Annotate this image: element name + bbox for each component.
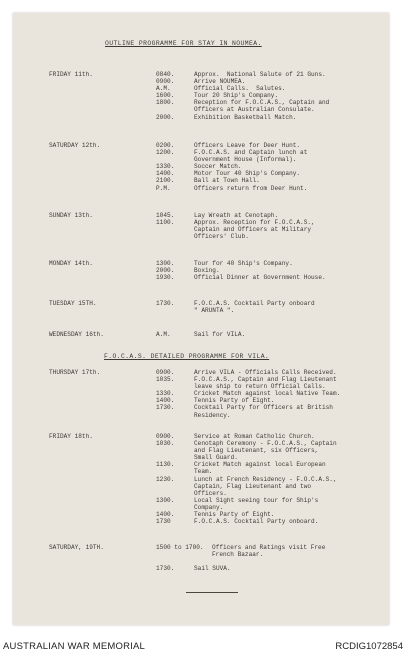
day-friday-11: FRIDAY 11th.	[49, 71, 93, 78]
page-title: OUTLINE PROGRAMME FOR STAY IN NOUMEA.	[105, 40, 262, 47]
day-monday-14: MONDAY 14th.	[49, 260, 93, 267]
times-saturday-12: 0200. 1200. 1330. 1400. 2100. P.M.	[156, 142, 175, 192]
events-saturday-19-a: Officers and Ratings visit Free French Bazaar.	[212, 544, 326, 559]
day-wednesday-16: WEDNESDAY 16th.	[49, 331, 104, 338]
day-thursday-17: THURSDAY 17th.	[49, 369, 101, 376]
footer	[0, 638, 406, 654]
events-wednesday-16: Sail for VILA.	[194, 331, 246, 338]
times-friday-18: 0900. 1030. 1130. 1230. 1300. 1400. 1730	[156, 433, 175, 526]
events-saturday-12: Officers Leave for Deer Hunt. F.O.C.A.S. and Captain lunch at Government House (Informal). Soccer Match. Motor Tour 40 Ship's Company. Ball at Town Hall. Officers return from Deer Hunt.	[194, 142, 308, 192]
times-tuesday-15: 1730.	[156, 300, 175, 307]
times-monday-14: 1300. 2000. 1930.	[156, 260, 175, 282]
events-friday-11: Approx. National Salute of 21 Guns. Arrive NOUMEA. Official Calls. Salutes. Tour 20 Ship's Company. Reception for F.O.C.A.S., Captain and Officers at Australian Consulate. Exhibition Basketball Match.	[194, 71, 330, 121]
events-thursday-17: Arrive VILA - Officials Calls Received. F.O.C.A.S., Captain and Flag Lieutenant leave ship to return Official Calls. Cricket Match against local Native Team. Tennis Party of Eight. Cocktail Party for Officers at British Residency.	[194, 369, 341, 419]
day-tuesday-15: TUESDAY 15TH.	[49, 300, 97, 307]
section-title-vila: F.O.C.A.S. DETAILED PROGRAMME FOR VILA.	[104, 353, 270, 360]
times-saturday-19-a: 1500 to 1700.	[156, 544, 204, 551]
closing-rule	[186, 592, 238, 593]
document-page	[13, 13, 389, 625]
times-saturday-19-b: 1730.	[156, 565, 175, 572]
times-sunday-13: 1045. 1100.	[156, 212, 175, 227]
times-thursday-17: 0900. 1035. 1330. 1400. 1730.	[156, 369, 175, 412]
day-friday-18: FRIDAY 18th.	[49, 433, 93, 440]
times-wednesday-16: A.M.	[156, 331, 171, 338]
events-friday-18: Service at Roman Catholic Church. Cenotaph Ceremony - F.O.C.A.S., Captain and Flag Lieutenant, six Officers, Small Guard. Cricket Match against local European Team. Lunch at French Residency - F.O.C.A.S., Captain, Flag Lieutenant and two Officers. Local Sight seeing tour for Ship's Company. Tennis Party of Eight. F.O.C.A.S. Cocktail Party onboard.	[194, 433, 337, 526]
day-sunday-13: SUNDAY 13th.	[49, 212, 93, 219]
day-saturday-12: SATURDAY 12th.	[49, 142, 101, 149]
events-saturday-19-b: Sail SUVA.	[194, 565, 231, 572]
day-saturday-19: SATURDAY, 19TH.	[49, 544, 104, 551]
events-tuesday-15: F.O.C.A.S. Cocktail Party onboard " ARUNTA ".	[194, 300, 315, 315]
footer-credit: AUSTRALIAN WAR MEMORIAL	[3, 641, 146, 652]
times-friday-11: 0840. 0900. A.M. 1600. 1800. 2000.	[156, 71, 175, 121]
events-sunday-13: Lay Wreath at Cenotaph. Approx. Reception for F.O.C.A.S., Captain and Officers at Military Officers' Club.	[194, 212, 315, 241]
events-monday-14: Tour for 40 Ship's Company. Boxing. Official Dinner at Government House.	[194, 260, 326, 282]
footer-record-id: RCDIG1072854	[335, 641, 403, 652]
